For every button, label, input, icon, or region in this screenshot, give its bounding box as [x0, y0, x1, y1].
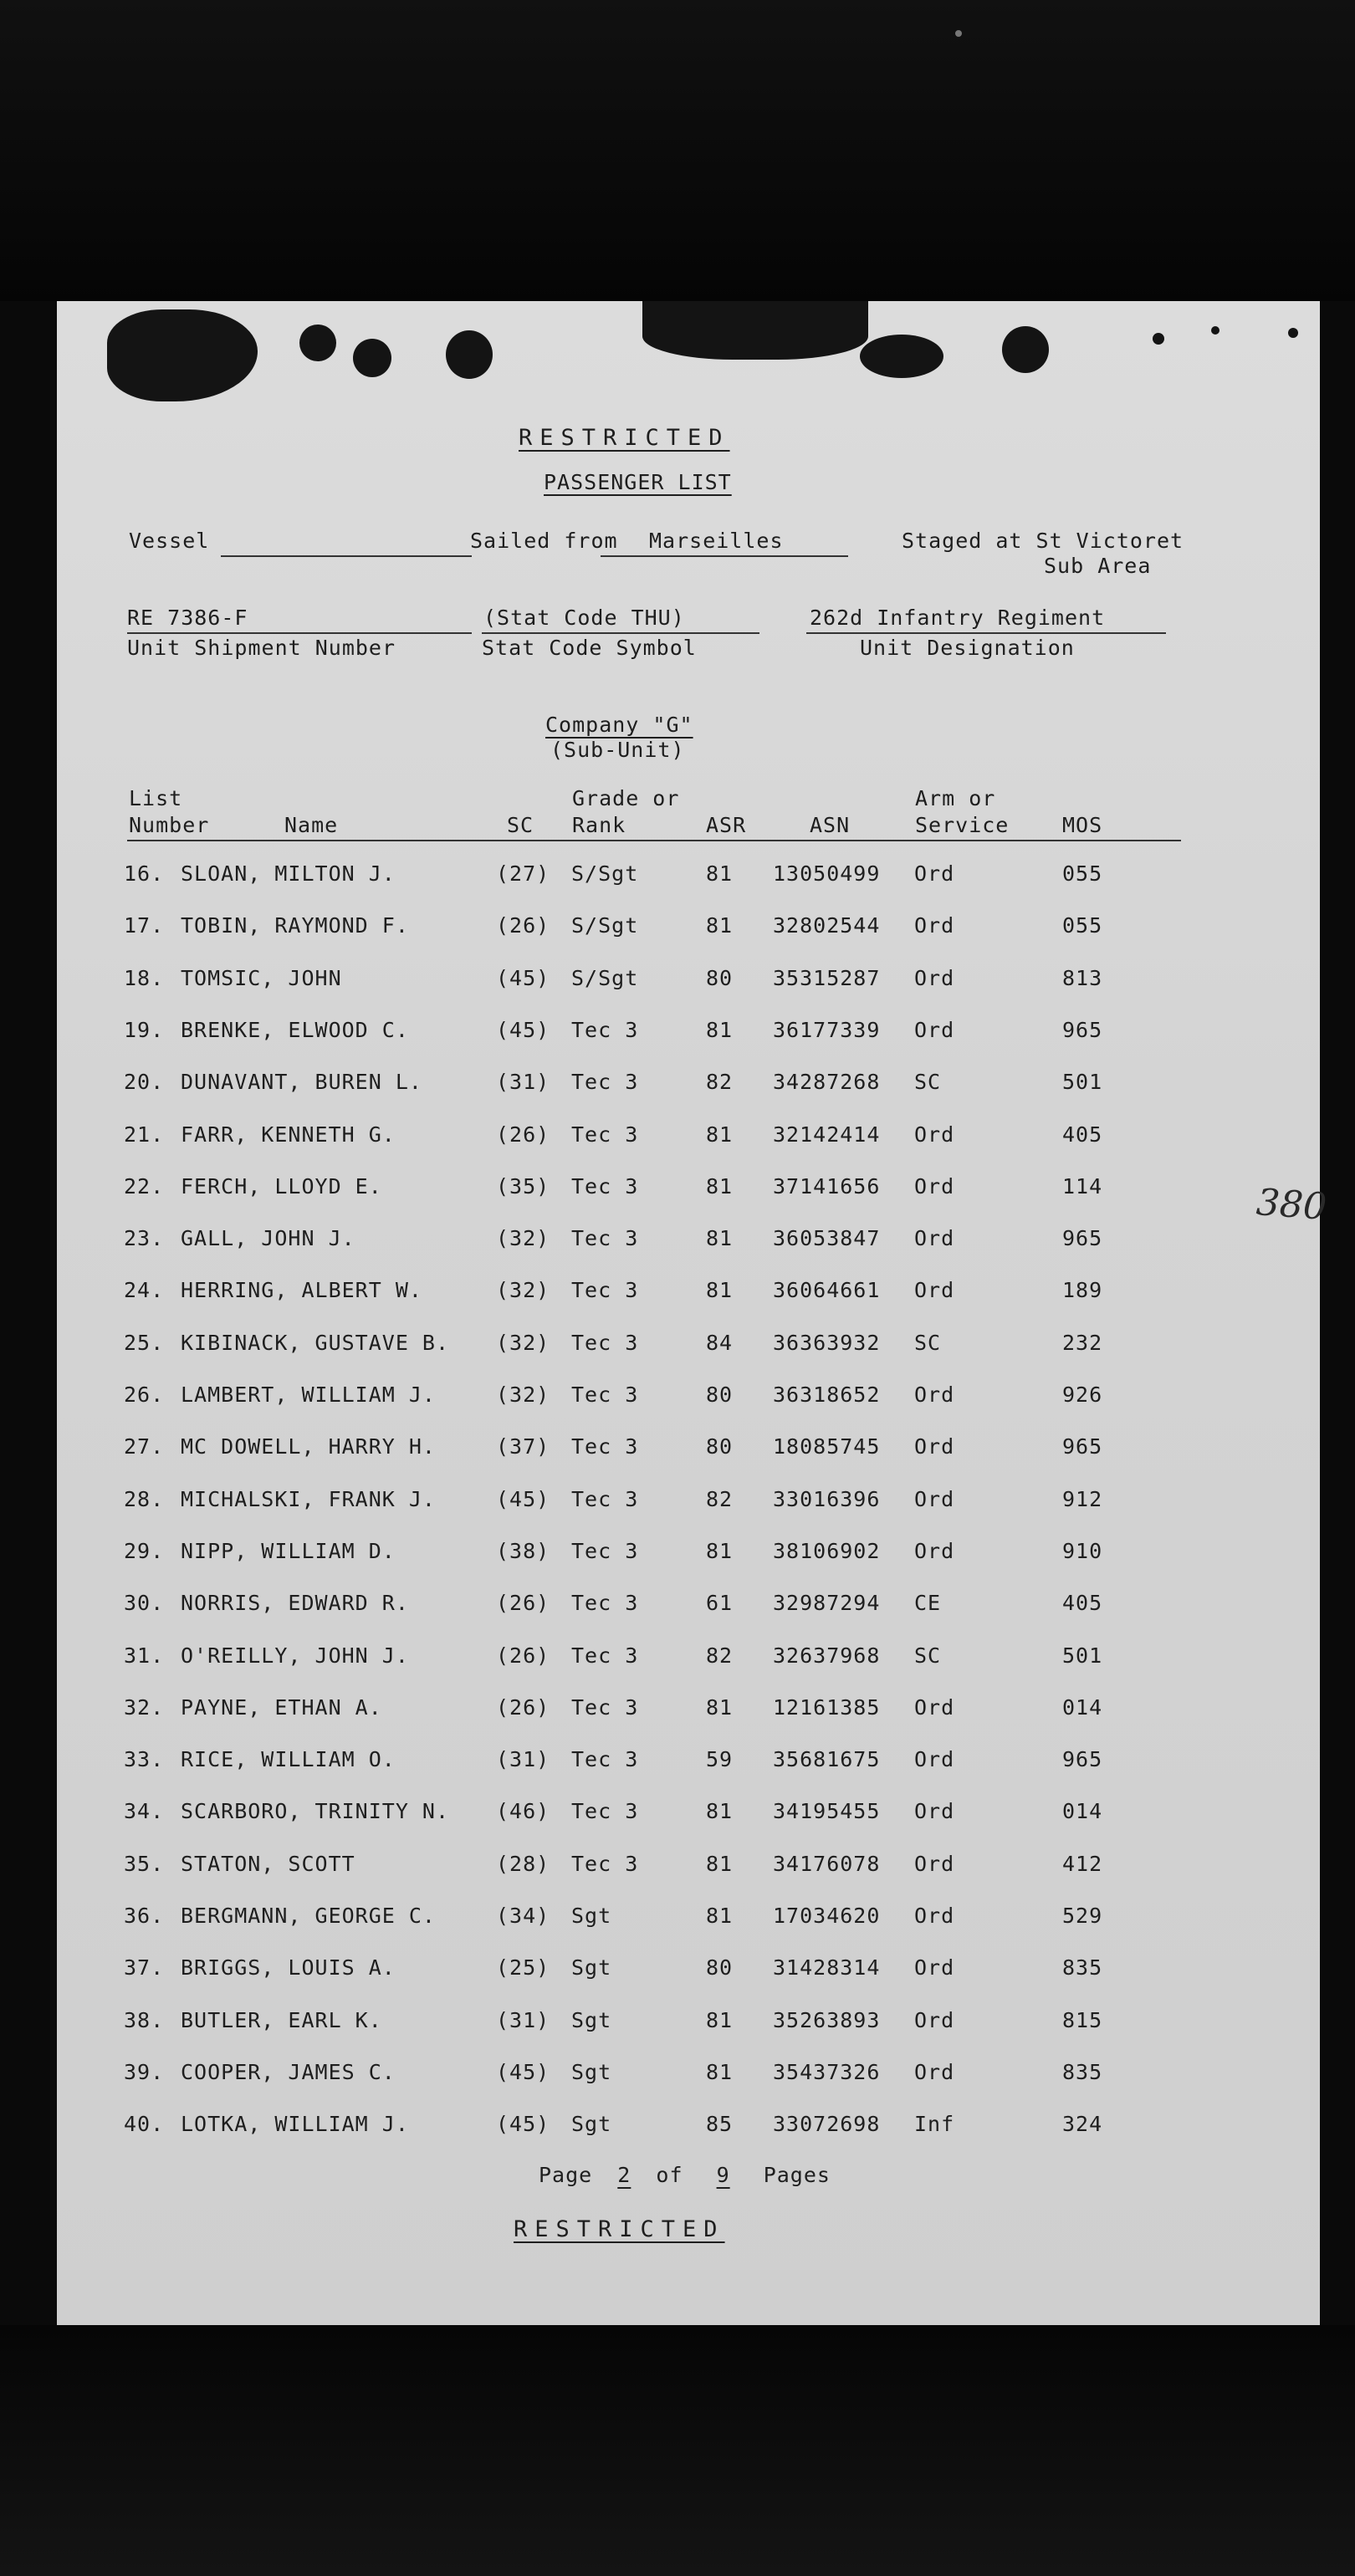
cell-asn: 34176078	[773, 1851, 881, 1876]
cell-sc: (45)	[496, 1486, 550, 1511]
cell-mos: 835	[1062, 2059, 1103, 2084]
shipment-number-value: RE 7386-F	[127, 606, 248, 630]
cell-rank: Tec 3	[571, 1486, 639, 1511]
table-row	[57, 1955, 1320, 1989]
handwritten-page-number: 380	[1255, 1181, 1328, 1229]
cell-num: 32.	[124, 1694, 165, 1720]
sub-area-label: Sub Area	[1044, 554, 1152, 578]
cell-asr: 85	[706, 2112, 734, 2137]
cell-asn: 33016396	[773, 1486, 881, 1511]
table-row	[57, 1643, 1320, 1677]
cell-arm: Ord	[914, 1799, 955, 1824]
cell-num: 17.	[124, 913, 165, 938]
cell-mos: 114	[1062, 1173, 1103, 1199]
subunit-label: (Sub-Unit)	[550, 738, 685, 762]
table-row	[57, 2060, 1320, 2093]
cell-num: 28.	[124, 1486, 165, 1511]
cell-sc: (38)	[496, 1538, 550, 1563]
cell-arm: Ord	[914, 1383, 955, 1407]
cell-mos: 910	[1062, 1538, 1103, 1563]
table-row	[57, 1591, 1320, 1624]
cell-num: 37.	[124, 1955, 165, 1981]
cell-mos: 815	[1062, 2007, 1103, 2032]
cell-name: STATON, SCOTT	[181, 1851, 355, 1876]
cell-mos: 324	[1062, 2112, 1103, 2137]
cell-arm: Ord	[914, 1434, 955, 1459]
cell-rank: S/Sgt	[571, 965, 639, 990]
punch-hole	[353, 339, 391, 377]
cell-arm: Ord	[914, 1851, 955, 1876]
cell-num: 23.	[124, 1226, 165, 1251]
dust-speck	[955, 30, 962, 37]
cell-asn: 38106902	[773, 1538, 881, 1563]
cell-arm: CE	[914, 1591, 942, 1616]
cell-arm: Ord	[914, 965, 955, 990]
cell-num: 35.	[124, 1851, 165, 1876]
punch-hole	[1211, 326, 1220, 335]
cell-mos: 835	[1062, 1955, 1103, 1981]
cell-asr: 82	[706, 1070, 734, 1095]
cell-asr: 81	[706, 1904, 734, 1928]
cell-sc: (34)	[496, 1904, 550, 1928]
cell-asr: 61	[706, 1591, 734, 1616]
cell-name: TOMSIC, JOHN	[181, 965, 342, 990]
cell-asr: 82	[706, 1643, 734, 1668]
cell-asn: 35263893	[773, 2007, 881, 2032]
cell-asr: 59	[706, 1747, 734, 1772]
cell-asr: 80	[706, 1955, 734, 1981]
cell-mos: 501	[1062, 1070, 1103, 1095]
col-grade: Grade or	[572, 786, 680, 810]
col-list-number-2: Number	[129, 813, 210, 837]
cell-name: FARR, KENNETH G.	[181, 1122, 396, 1147]
cell-num: 40.	[124, 2112, 165, 2137]
cell-rank: Sgt	[571, 2007, 612, 2032]
cell-num: 25.	[124, 1330, 165, 1355]
shipment-line	[127, 632, 472, 634]
stat-code-value: (Stat Code THU)	[483, 606, 685, 630]
cell-sc: (26)	[496, 1694, 550, 1720]
cell-sc: (46)	[496, 1799, 550, 1824]
cell-sc: (28)	[496, 1851, 550, 1876]
cell-rank: Tec 3	[571, 1226, 639, 1251]
cell-rank: Sgt	[571, 1904, 612, 1928]
staged-at-label: Staged at St Victoret	[902, 529, 1184, 553]
cell-rank: Tec 3	[571, 1434, 639, 1459]
film-border-bottom	[0, 2325, 1355, 2576]
col-mos: MOS	[1062, 813, 1103, 837]
cell-asn: 31428314	[773, 1955, 881, 1981]
film-border-top	[0, 0, 1355, 301]
cell-asn: 36064661	[773, 1278, 881, 1303]
cell-num: 29.	[124, 1538, 165, 1563]
cell-mos: 405	[1062, 1122, 1103, 1147]
torn-edge	[642, 301, 868, 360]
cell-name: MICHALSKI, FRANK J.	[181, 1486, 436, 1511]
cell-num: 34.	[124, 1799, 165, 1824]
restricted-footer: RESTRICTED	[514, 2216, 725, 2242]
page-indicator	[539, 2163, 831, 2187]
cell-name: NIPP, WILLIAM D.	[181, 1538, 396, 1563]
cell-sc: (31)	[496, 1747, 550, 1772]
cell-rank: Sgt	[571, 2112, 612, 2137]
cell-arm: Ord	[914, 1694, 955, 1720]
table-row	[57, 1904, 1320, 1937]
page-prefix: Page	[539, 2163, 593, 2187]
table-row	[57, 1278, 1320, 1311]
cell-asr: 81	[706, 2007, 734, 2032]
table-row	[57, 966, 1320, 999]
cell-name: BRENKE, ELWOOD C.	[181, 1017, 409, 1042]
cell-asn: 36318652	[773, 1383, 881, 1407]
cell-arm: Ord	[914, 1173, 955, 1199]
cell-name: SLOAN, MILTON J.	[181, 861, 396, 886]
cell-sc: (26)	[496, 1643, 550, 1668]
cell-name: COOPER, JAMES C.	[181, 2059, 396, 2084]
cell-asr: 81	[706, 1122, 734, 1147]
cell-sc: (25)	[496, 1955, 550, 1981]
cell-asn: 12161385	[773, 1694, 881, 1720]
cell-mos: 529	[1062, 1904, 1103, 1928]
cell-asr: 81	[706, 1278, 734, 1303]
table-row	[57, 913, 1320, 947]
table-row	[57, 1539, 1320, 1572]
cell-arm: Ord	[914, 1538, 955, 1563]
col-asn: ASN	[810, 813, 851, 837]
unit-designation-label: Unit Designation	[860, 636, 1075, 660]
cell-asn: 18085745	[773, 1434, 881, 1459]
cell-num: 39.	[124, 2059, 165, 2084]
cell-name: BRIGGS, LOUIS A.	[181, 1955, 396, 1981]
cell-rank: Sgt	[571, 2059, 612, 2084]
vessel-label: Vessel	[129, 529, 210, 553]
cell-sc: (45)	[496, 2112, 550, 2137]
cell-mos: 055	[1062, 913, 1103, 938]
cell-num: 22.	[124, 1173, 165, 1199]
table-row	[57, 1331, 1320, 1364]
punch-hole	[1002, 326, 1049, 373]
cell-name: FERCH, LLOYD E.	[181, 1173, 382, 1199]
cell-mos: 014	[1062, 1694, 1103, 1720]
cell-sc: (32)	[496, 1278, 550, 1303]
cell-name: RICE, WILLIAM O.	[181, 1747, 396, 1772]
table-row	[57, 1747, 1320, 1781]
col-sc: SC	[507, 813, 534, 837]
cell-mos: 055	[1062, 861, 1103, 886]
cell-name: DUNAVANT, BUREN L.	[181, 1070, 422, 1095]
cell-name: KIBINACK, GUSTAVE B.	[181, 1330, 450, 1355]
table-row	[57, 1070, 1320, 1103]
cell-sc: (45)	[496, 1017, 550, 1042]
cell-asr: 81	[706, 1173, 734, 1199]
cell-sc: (32)	[496, 1330, 550, 1355]
cell-arm: Ord	[914, 1226, 955, 1251]
punch-hole	[1153, 333, 1164, 345]
cell-name: MC DOWELL, HARRY H.	[181, 1434, 436, 1459]
company-heading: Company "G"	[545, 713, 693, 737]
torn-edge	[107, 309, 258, 401]
cell-asr: 80	[706, 965, 734, 990]
vessel-line	[221, 555, 472, 557]
cell-asn: 17034620	[773, 1904, 881, 1928]
passenger-list-page	[57, 301, 1328, 2325]
cell-arm: Inf	[914, 2112, 955, 2137]
cell-name: GALL, JOHN J.	[181, 1226, 355, 1251]
cell-rank: S/Sgt	[571, 861, 639, 886]
cell-name: PAYNE, ETHAN A.	[181, 1694, 382, 1720]
cell-asr: 81	[706, 1017, 734, 1042]
cell-mos: 412	[1062, 1851, 1103, 1876]
sailed-from-value: Marseilles	[649, 529, 784, 553]
cell-mos: 405	[1062, 1591, 1103, 1616]
cell-sc: (45)	[496, 965, 550, 990]
cell-asn: 32142414	[773, 1122, 881, 1147]
cell-num: 24.	[124, 1278, 165, 1303]
table-row	[57, 861, 1320, 895]
cell-mos: 912	[1062, 1486, 1103, 1511]
col-name: Name	[284, 813, 339, 837]
unit-designation-line	[806, 632, 1166, 634]
cell-sc: (32)	[496, 1383, 550, 1407]
cell-mos: 189	[1062, 1278, 1103, 1303]
cell-asn: 37141656	[773, 1173, 881, 1199]
page-suffix: Pages	[763, 2163, 831, 2187]
cell-arm: SC	[914, 1643, 942, 1668]
cell-rank: Tec 3	[571, 1383, 639, 1407]
table-row	[57, 1487, 1320, 1521]
cell-num: 20.	[124, 1070, 165, 1095]
cell-num: 18.	[124, 965, 165, 990]
cell-sc: (27)	[496, 861, 550, 886]
cell-sc: (35)	[496, 1173, 550, 1199]
cell-rank: Tec 3	[571, 1643, 639, 1668]
passenger-list-heading: PASSENGER LIST	[544, 470, 732, 494]
cell-mos: 232	[1062, 1330, 1103, 1355]
cell-asn: 34287268	[773, 1070, 881, 1095]
cell-rank: S/Sgt	[571, 913, 639, 938]
table-row	[57, 2008, 1320, 2042]
col-service: Service	[915, 813, 1010, 837]
cell-sc: (45)	[496, 2059, 550, 2084]
table-row	[57, 1383, 1320, 1416]
cell-mos: 965	[1062, 1434, 1103, 1459]
cell-asn: 35315287	[773, 965, 881, 990]
cell-num: 19.	[124, 1017, 165, 1042]
cell-arm: SC	[914, 1070, 942, 1095]
cell-mos: 965	[1062, 1226, 1103, 1251]
cell-num: 27.	[124, 1434, 165, 1459]
cell-arm: SC	[914, 1330, 942, 1355]
cell-num: 30.	[124, 1591, 165, 1616]
restricted-title: RESTRICTED	[519, 425, 730, 451]
cell-num: 36.	[124, 1904, 165, 1928]
cell-sc: (31)	[496, 1070, 550, 1095]
table-row	[57, 1174, 1320, 1208]
cell-arm: Ord	[914, 1904, 955, 1928]
cell-num: 16.	[124, 861, 165, 886]
cell-num: 21.	[124, 1122, 165, 1147]
cell-sc: (37)	[496, 1434, 550, 1459]
cell-arm: Ord	[914, 1122, 955, 1147]
cell-asr: 80	[706, 1434, 734, 1459]
table-row	[57, 1018, 1320, 1051]
cell-asr: 81	[706, 1538, 734, 1563]
cell-rank: Tec 3	[571, 1070, 639, 1095]
col-list-number: List	[129, 786, 183, 810]
cell-asn: 36177339	[773, 1017, 881, 1042]
cell-asn: 35437326	[773, 2059, 881, 2084]
cell-mos: 965	[1062, 1747, 1103, 1772]
cell-sc: (26)	[496, 1122, 550, 1147]
cell-arm: Ord	[914, 1278, 955, 1303]
table-row	[57, 2112, 1320, 2145]
cell-asr: 81	[706, 1851, 734, 1876]
cell-name: LAMBERT, WILLIAM J.	[181, 1383, 436, 1407]
cell-asn: 32637968	[773, 1643, 881, 1668]
cell-rank: Tec 3	[571, 1538, 639, 1563]
unit-designation-value: 262d Infantry Regiment	[810, 606, 1106, 630]
cell-mos: 501	[1062, 1643, 1103, 1668]
col-arm: Arm or	[915, 786, 996, 810]
cell-rank: Tec 3	[571, 1330, 639, 1355]
cell-mos: 014	[1062, 1799, 1103, 1824]
page-of: of	[656, 2163, 683, 2187]
cell-asr: 80	[706, 1383, 734, 1407]
cell-arm: Ord	[914, 2007, 955, 2032]
cell-num: 33.	[124, 1747, 165, 1772]
cell-arm: Ord	[914, 861, 955, 886]
cell-mos: 926	[1062, 1383, 1103, 1407]
cell-asn: 32987294	[773, 1591, 881, 1616]
cell-sc: (32)	[496, 1226, 550, 1251]
cell-name: BERGMANN, GEORGE C.	[181, 1904, 436, 1928]
stat-code-line	[482, 632, 759, 634]
shipment-number-label: Unit Shipment Number	[127, 636, 396, 660]
page-current: 2	[617, 2163, 631, 2187]
cell-num: 31.	[124, 1643, 165, 1668]
punch-hole	[299, 325, 336, 361]
cell-name: NORRIS, EDWARD R.	[181, 1591, 409, 1616]
cell-num: 38.	[124, 2007, 165, 2032]
cell-rank: Tec 3	[571, 1173, 639, 1199]
punch-hole	[1288, 328, 1298, 338]
cell-arm: Ord	[914, 1486, 955, 1511]
cell-rank: Tec 3	[571, 1017, 639, 1042]
cell-asr: 81	[706, 1799, 734, 1824]
cell-arm: Ord	[914, 2059, 955, 2084]
cell-sc: (31)	[496, 2007, 550, 2032]
table-row	[57, 1799, 1320, 1832]
punch-hole	[446, 330, 493, 379]
cell-asn: 32802544	[773, 913, 881, 938]
cell-sc: (26)	[496, 1591, 550, 1616]
cell-asr: 81	[706, 861, 734, 886]
cell-asr: 81	[706, 1226, 734, 1251]
stat-code-label: Stat Code Symbol	[482, 636, 697, 660]
cell-name: HERRING, ALBERT W.	[181, 1278, 422, 1303]
cell-rank: Tec 3	[571, 1694, 639, 1720]
cell-rank: Tec 3	[571, 1122, 639, 1147]
cell-asr: 81	[706, 1694, 734, 1720]
cell-rank: Tec 3	[571, 1747, 639, 1772]
punch-hole	[860, 335, 943, 378]
cell-arm: Ord	[914, 1017, 955, 1042]
cell-asn: 36363932	[773, 1330, 881, 1355]
cell-rank: Tec 3	[571, 1278, 639, 1303]
cell-name: TOBIN, RAYMOND F.	[181, 913, 409, 938]
sailed-from-line	[601, 555, 848, 557]
col-rank: Rank	[572, 813, 626, 837]
cell-mos: 965	[1062, 1017, 1103, 1042]
cell-asr: 82	[706, 1486, 734, 1511]
cell-asn: 33072698	[773, 2112, 881, 2137]
page-total: 9	[716, 2163, 730, 2187]
cell-mos: 813	[1062, 965, 1103, 990]
table-row	[57, 1226, 1320, 1260]
cell-asn: 13050499	[773, 861, 881, 886]
table-row	[57, 1852, 1320, 1885]
cell-sc: (26)	[496, 913, 550, 938]
cell-name: BUTLER, EARL K.	[181, 2007, 382, 2032]
sailed-from-label: Sailed from	[470, 529, 618, 553]
cell-arm: Ord	[914, 1747, 955, 1772]
col-asr: ASR	[706, 813, 747, 837]
cell-rank: Tec 3	[571, 1851, 639, 1876]
cell-rank: Tec 3	[571, 1799, 639, 1824]
cell-asn: 36053847	[773, 1226, 881, 1251]
cell-name: LOTKA, WILLIAM J.	[181, 2112, 409, 2137]
cell-asn: 35681675	[773, 1747, 881, 1772]
cell-num: 26.	[124, 1383, 165, 1407]
cell-name: SCARBORO, TRINITY N.	[181, 1799, 450, 1824]
cell-arm: Ord	[914, 913, 955, 938]
table-row	[57, 1122, 1320, 1156]
cell-rank: Tec 3	[571, 1591, 639, 1616]
cell-arm: Ord	[914, 1955, 955, 1981]
header-rule	[127, 840, 1181, 841]
table-row	[57, 1695, 1320, 1729]
table-row	[57, 1434, 1320, 1468]
cell-rank: Sgt	[571, 1955, 612, 1981]
cell-asr: 84	[706, 1330, 734, 1355]
cell-asn: 34195455	[773, 1799, 881, 1824]
cell-name: O'REILLY, JOHN J.	[181, 1643, 409, 1668]
cell-asr: 81	[706, 2059, 734, 2084]
cell-asr: 81	[706, 913, 734, 938]
